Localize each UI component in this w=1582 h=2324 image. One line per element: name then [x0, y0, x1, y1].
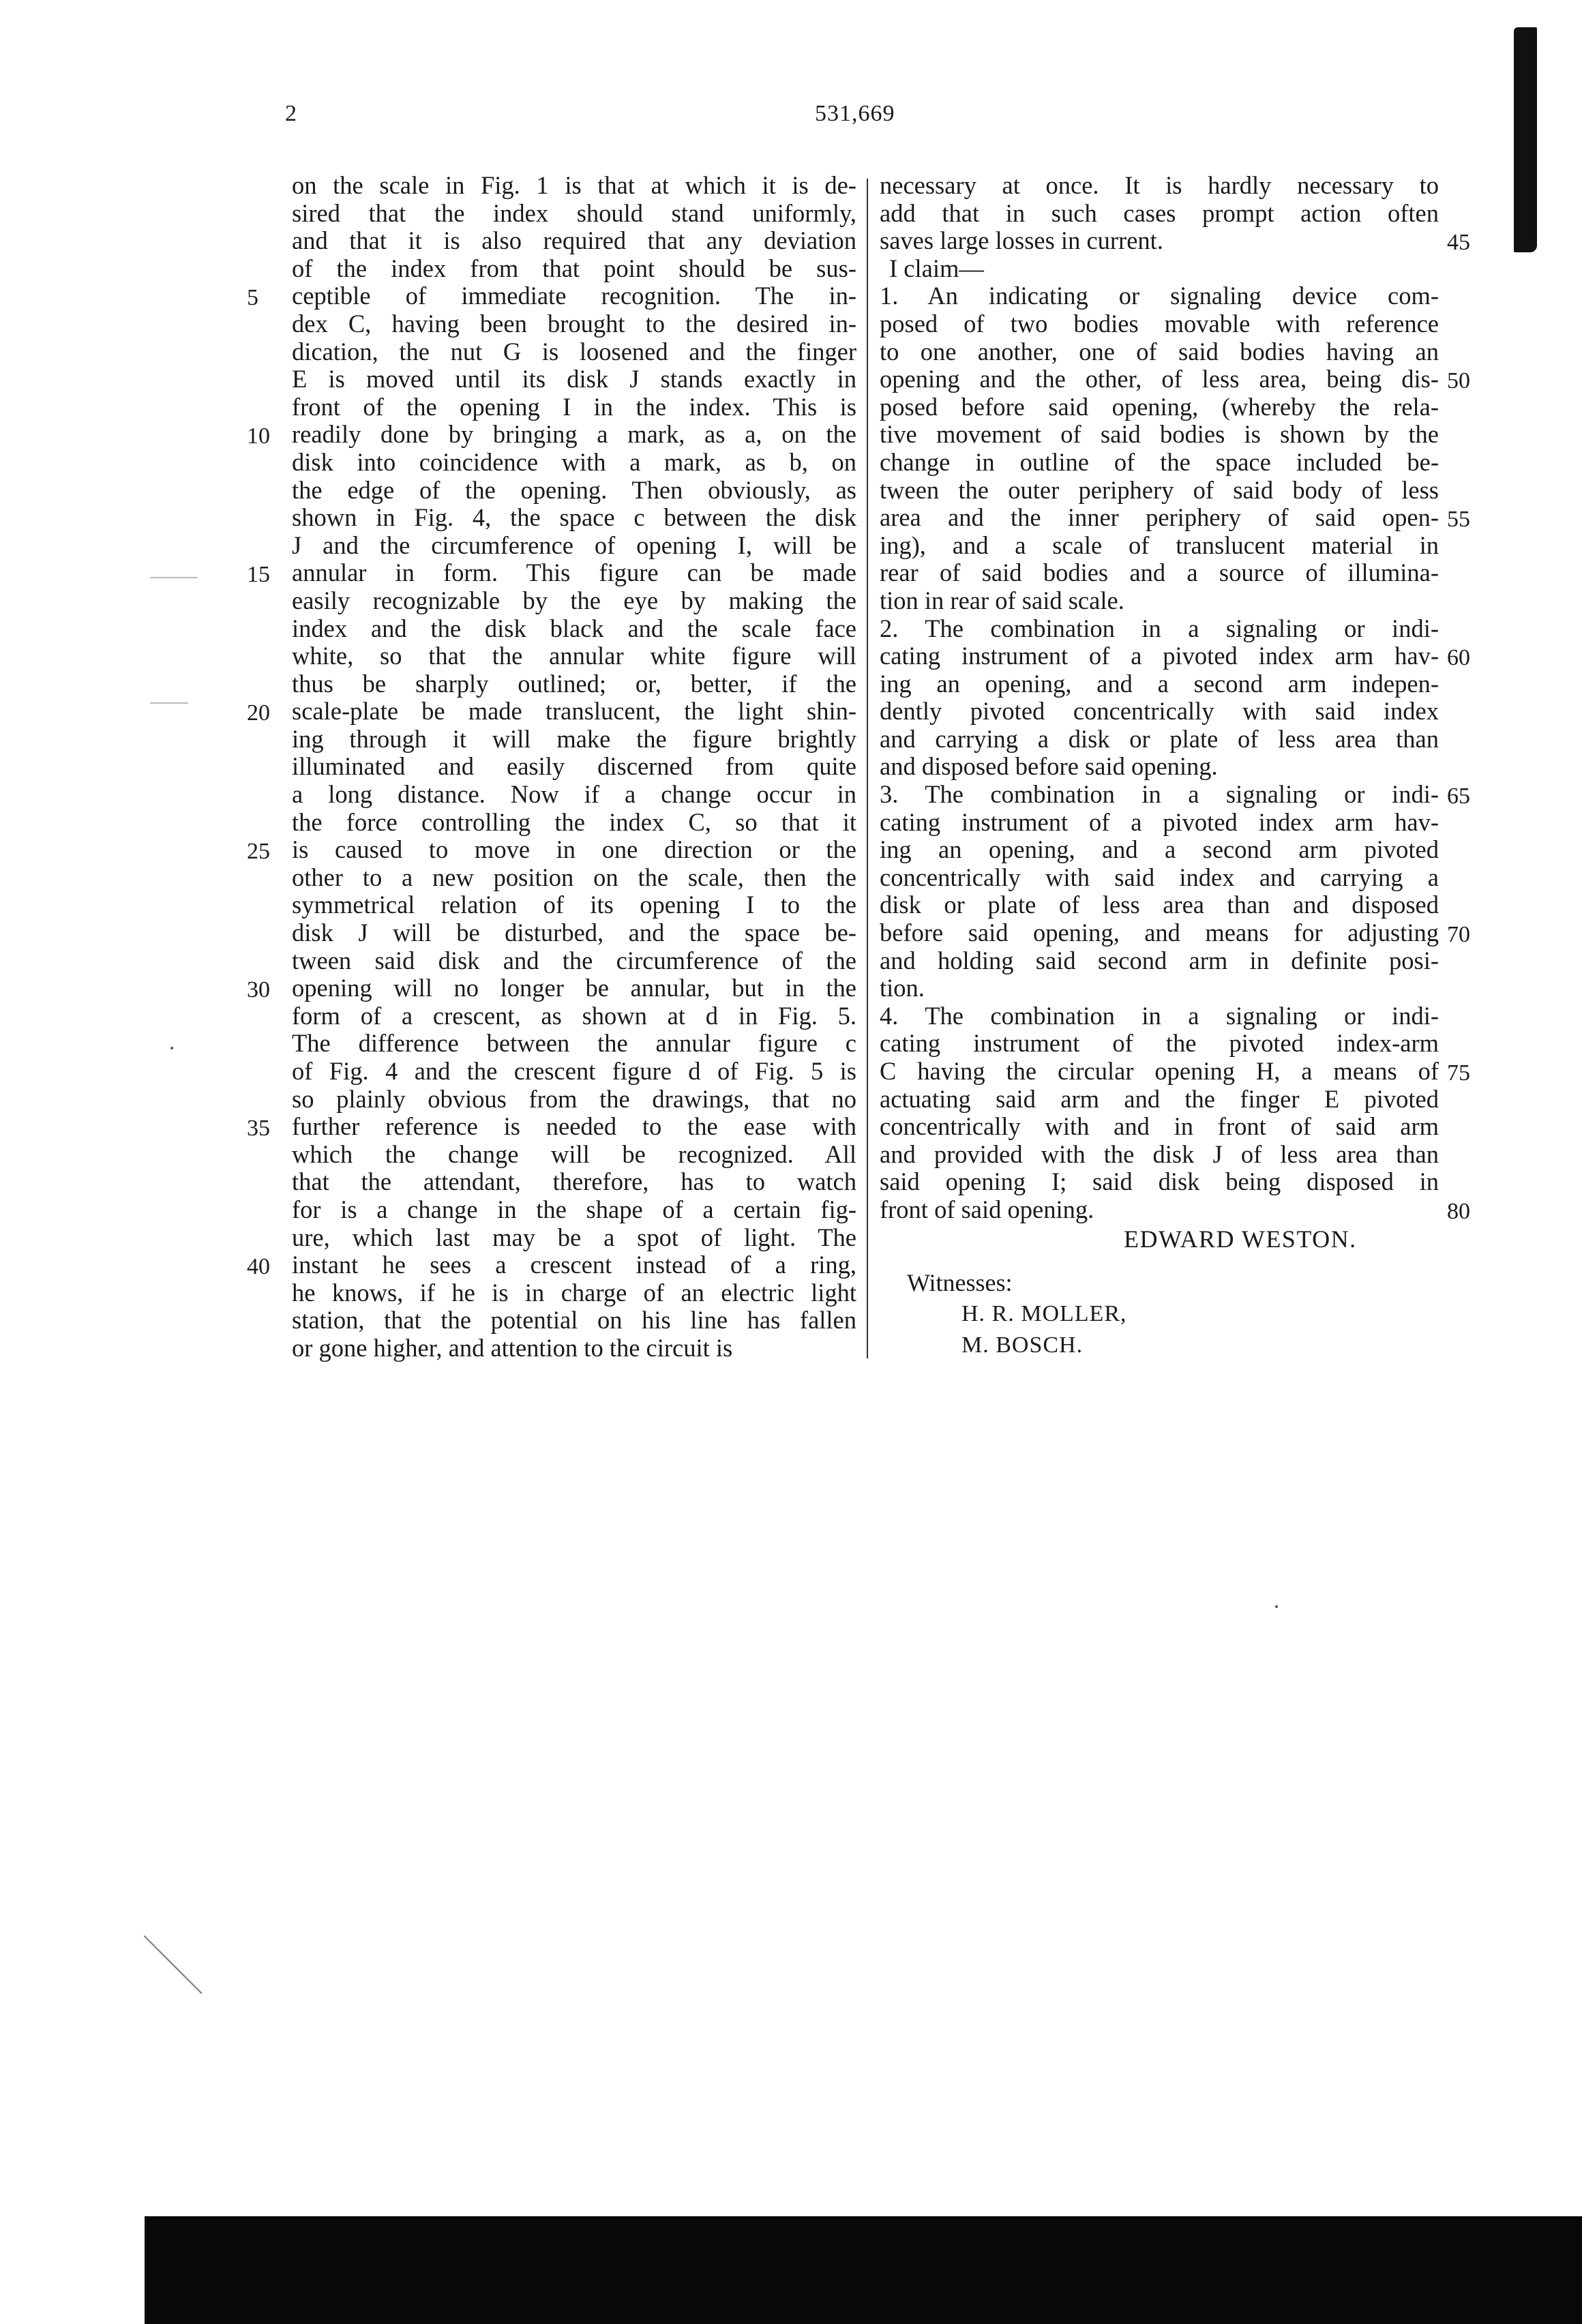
- text-line: concentrically with and in front of said arm: [880, 1112, 1439, 1141]
- text-line: form of a crescent, as shown at d in Fig. 5.: [292, 1001, 856, 1030]
- line-number: 40: [247, 1254, 270, 1280]
- text-line: tween said disk and the circumference of the: [292, 946, 856, 974]
- text-line: disk into coincidence with a mark, as b, on: [292, 447, 856, 476]
- line-number: 30: [247, 977, 270, 1003]
- text-line: said opening I; said disk being disposed in: [880, 1167, 1439, 1196]
- text-line: ing), and a scale of translucent material in: [880, 531, 1439, 559]
- line-number: 80: [1447, 1199, 1470, 1225]
- text-line: necessary at once. It is hardly necessary to: [880, 171, 1439, 199]
- text-line: C having the circular opening H, a means of: [880, 1057, 1439, 1085]
- text-line: other to a new position on the scale, then the: [292, 863, 856, 891]
- text-line: is caused to move in one direction or the: [292, 835, 856, 864]
- text-line: on the scale in Fig. 1 is that at which it is de-: [292, 171, 856, 199]
- line-number: 35: [247, 1116, 270, 1142]
- line-number: 45: [1447, 230, 1470, 256]
- text-line: and carrying a disk or plate of less area than: [880, 724, 1439, 753]
- text-line: ure, which last may be a spot of light. The: [292, 1223, 856, 1251]
- text-line: further reference is needed to the ease with: [292, 1112, 856, 1141]
- text-line: concentrically with said index and carrying a: [880, 863, 1439, 891]
- scan-artifact-line: [150, 702, 188, 704]
- text-line: to one another, one of said bodies having an: [880, 337, 1439, 366]
- column-divider: [867, 179, 868, 1358]
- scan-edge-mark: [1514, 27, 1537, 252]
- text-line: opening will no longer be annular, but in the: [292, 974, 856, 1002]
- text-line: J and the circumference of opening I, will be: [292, 531, 856, 559]
- text-line: cating instrument of a pivoted index arm hav-: [880, 642, 1439, 670]
- line-number: 25: [247, 839, 270, 865]
- text-line: and that it is also required that any deviation: [292, 226, 856, 255]
- text-line: and provided with the disk J of less area than: [880, 1139, 1439, 1168]
- text-line: change in outline of the space included be-: [880, 447, 1439, 476]
- text-line: annular in form. This figure can be made: [292, 558, 856, 587]
- line-number: 50: [1447, 368, 1470, 394]
- text-line: easily recognizable by the eye by making the: [292, 586, 856, 614]
- text-line: of Fig. 4 and the crescent figure d of Fig. 5 is: [292, 1057, 856, 1085]
- witnesses-label: Witnesses:: [907, 1269, 1013, 1296]
- text-line: disk J will be disturbed, and the space be-: [292, 919, 856, 947]
- text-line: I claim—: [889, 254, 984, 282]
- scan-bottom-border: [145, 2216, 1582, 2324]
- line-number: 5: [247, 285, 258, 311]
- text-line: rear of said bodies and a source of illumina-: [880, 558, 1439, 587]
- text-line: front of the opening I in the index. This is: [292, 392, 856, 421]
- text-line: dently pivoted concentrically with said index: [880, 697, 1439, 726]
- text-line: ing an opening, and a second arm indepen-: [880, 669, 1439, 698]
- text-line: opening and the other, of less area, being dis-: [880, 365, 1439, 393]
- text-line: 1. An indicating or signaling device com-: [880, 282, 1439, 310]
- text-line: sired that the index should stand uniformly,: [292, 198, 856, 227]
- text-line: tion.: [880, 974, 925, 1002]
- text-line: dication, the nut G is loosened and the finger: [292, 337, 856, 366]
- text-line: index and the disk black and the scale face: [292, 614, 856, 642]
- text-line: 2. The combination in a signaling or indi-: [880, 614, 1439, 642]
- text-line: ceptible of immediate recognition. The in-: [292, 282, 856, 310]
- line-number: 70: [1447, 922, 1470, 948]
- scan-artifact-dot: [170, 1047, 173, 1049]
- text-line: actuating said arm and the finger E pivoted: [880, 1084, 1439, 1113]
- line-number: 15: [247, 562, 270, 588]
- text-line: posed of two bodies movable with reference: [880, 309, 1439, 338]
- text-line: disk or plate of less area than and disposed: [880, 891, 1439, 919]
- text-line: of the index from that point should be sus-: [292, 254, 856, 282]
- scan-artifact-dot: [1275, 1605, 1278, 1608]
- signature: EDWARD WESTON.: [1124, 1225, 1357, 1253]
- text-line: the force controlling the index C, so that it: [292, 807, 856, 836]
- witness-name: M. BOSCH.: [961, 1332, 1084, 1358]
- patent-number: 531,669: [815, 101, 895, 126]
- scan-artifact-line: [144, 1935, 203, 1994]
- text-line: E is moved until its disk J stands exactly in: [292, 365, 856, 393]
- text-line: cating instrument of a pivoted index arm hav-: [880, 807, 1439, 836]
- text-line: readily done by bringing a mark, as a, on the: [292, 420, 856, 449]
- line-number: 65: [1447, 784, 1470, 809]
- text-line: cating instrument of the pivoted index-arm: [880, 1029, 1439, 1058]
- text-line: 4. The combination in a signaling or indi-: [880, 1001, 1439, 1030]
- text-line: add that in such cases prompt action often: [880, 198, 1439, 227]
- line-number: 10: [247, 423, 270, 449]
- text-line: 3. The combination in a signaling or indi-: [880, 780, 1439, 809]
- text-line: a long distance. Now if a change occur in: [292, 780, 856, 809]
- text-line: illuminated and easily discerned from quite: [292, 752, 856, 781]
- scan-artifact-line: [150, 577, 198, 578]
- text-line: The difference between the annular figure c: [292, 1029, 856, 1058]
- text-line: ing an opening, and a second arm pivoted: [880, 835, 1439, 864]
- text-line: scale-plate be made translucent, the light shin-: [292, 697, 856, 726]
- page-number: 2: [285, 101, 297, 126]
- text-line: he knows, if he is in charge of an electric light: [292, 1278, 856, 1307]
- line-number: 60: [1447, 645, 1470, 671]
- text-line: instant he sees a crescent instead of a ring,: [292, 1251, 856, 1279]
- text-line: area and the inner periphery of said open-: [880, 503, 1439, 532]
- text-line: the edge of the opening. Then obviously, as: [292, 475, 856, 504]
- text-line: dex C, having been brought to the desired in-: [292, 309, 856, 338]
- text-line: front of said opening.: [880, 1195, 1094, 1223]
- text-line: that the attendant, therefore, has to watch: [292, 1167, 856, 1196]
- text-line: which the change will be recognized. All: [292, 1139, 856, 1168]
- text-line: and disposed before said opening.: [880, 752, 1218, 781]
- text-line: or gone higher, and attention to the circuit is: [292, 1333, 733, 1362]
- right-text-column: [880, 172, 1439, 1224]
- text-line: shown in Fig. 4, the space c between the disk: [292, 503, 856, 532]
- text-line: tive movement of said bodies is shown by the: [880, 420, 1439, 449]
- line-number: 20: [247, 700, 270, 726]
- line-number: 75: [1447, 1060, 1470, 1086]
- witness-name: H. R. MOLLER,: [961, 1301, 1127, 1326]
- text-line: before said opening, and means for adjusting: [880, 919, 1439, 947]
- text-line: white, so that the annular white figure will: [292, 642, 856, 670]
- text-line: thus be sharply outlined; or, better, if the: [292, 669, 856, 698]
- text-line: station, that the potential on his line has fallen: [292, 1306, 856, 1335]
- text-line: and holding said second arm in definite posi-: [880, 946, 1439, 974]
- text-line: symmetrical relation of its opening I to the: [292, 891, 856, 919]
- text-line: saves large losses in current.: [880, 226, 1163, 255]
- text-line: so plainly obvious from the drawings, that no: [292, 1084, 856, 1113]
- text-line: ing through it will make the figure brightly: [292, 724, 856, 753]
- text-line: tween the outer periphery of said body of less: [880, 475, 1439, 504]
- text-line: tion in rear of said scale.: [880, 586, 1124, 614]
- line-number: 55: [1447, 507, 1470, 533]
- left-text-column: [292, 172, 856, 1362]
- text-line: posed before said opening, (whereby the rela-: [880, 392, 1439, 421]
- text-line: for is a change in the shape of a certain fig-: [292, 1195, 856, 1223]
